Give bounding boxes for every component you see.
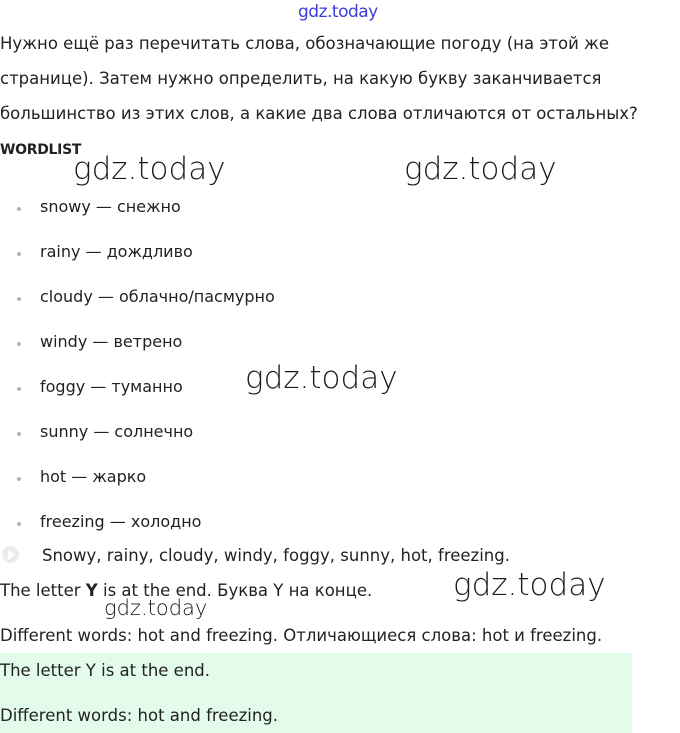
bullet-dot — [17, 342, 21, 346]
letter-line-before: The letter — [0, 581, 86, 600]
play-icon — [8, 550, 15, 560]
answer-line-2: Different words: hot and freezing. — [0, 706, 279, 725]
intro-line-3: большинство из этих слов, а какие два слова отличаются от остальных? — [0, 104, 638, 123]
wordlist-item: foggy — туманно — [40, 377, 183, 396]
letter-line-after: is at the end. Буква Y на конце. — [97, 581, 373, 600]
bullet-dot — [17, 297, 21, 301]
letter-line-letter: Y — [85, 581, 98, 600]
bullet-dot — [17, 522, 21, 526]
wordlist-item: rainy — дождливо — [40, 242, 193, 261]
wordlist-item: sunny — солнечно — [40, 422, 194, 441]
bullet-dot — [17, 477, 21, 481]
wordlist-title: WORDLIST — [0, 142, 82, 158]
summary-line: Snowy, rainy, cloudy, windy, foggy, sunny, hot, freezing. — [42, 546, 510, 565]
watermark: gdz.today — [404, 151, 557, 187]
intro-line-2: странице). Затем нужно определить, на какую букву заканчивается — [0, 69, 602, 88]
watermark: gdz.today — [453, 567, 606, 603]
wordlist-item: freezing — холодно — [40, 512, 202, 531]
bullet-dot — [17, 207, 21, 211]
bullet-dot — [17, 387, 21, 391]
intro-line-1: Нужно ещё раз перечитать слова, обозначающие погоду (на этой же — [0, 34, 610, 53]
watermark: gdz.today — [104, 596, 208, 620]
bullet-dot — [17, 252, 21, 256]
watermark: gdz.today — [245, 360, 398, 396]
different-line: Different words: hot and freezing. Отличающиеся слова: hot и freezing. — [0, 626, 603, 645]
watermark-top: gdz.today — [298, 2, 378, 22]
wordlist-item: snowy — снежно — [40, 197, 181, 216]
watermark: gdz.today — [73, 151, 226, 187]
wordlist-item: cloudy — облачно/пасмурно — [40, 287, 275, 306]
wordlist-item: windy — ветрено — [40, 332, 183, 351]
answer-line-1: The letter Y is at the end. — [0, 661, 211, 680]
wordlist-item: hot — жарко — [40, 467, 147, 486]
bullet-dot — [17, 432, 21, 436]
